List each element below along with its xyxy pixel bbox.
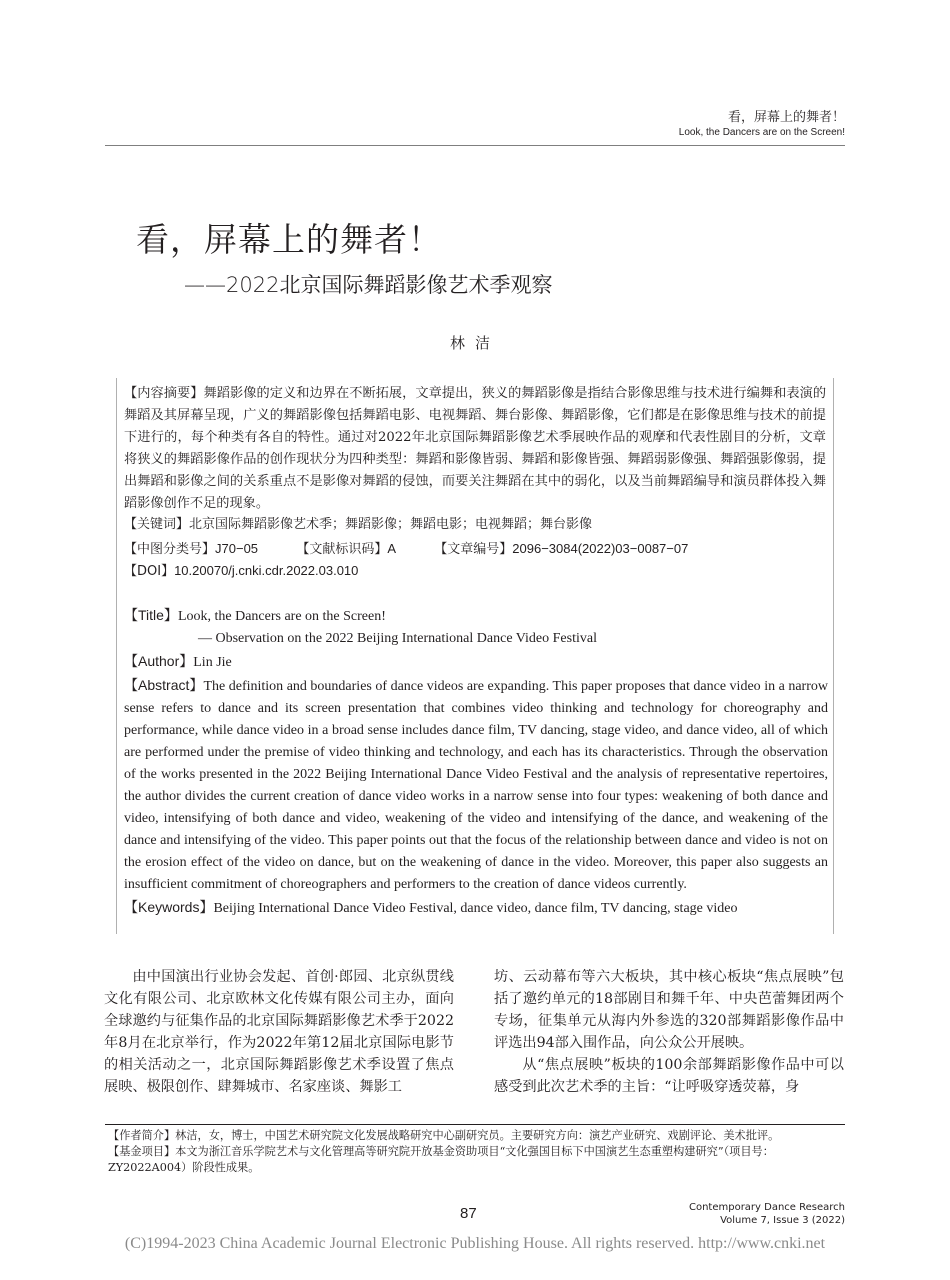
footnote-fund-label: 【基金项目】: [108, 1145, 176, 1158]
english-abstract-label: 【Abstract】: [124, 677, 204, 693]
footnote-author-label: 【作者简介】: [108, 1129, 176, 1142]
classification-line: [124, 539, 826, 560]
footnote-author: [108, 1128, 848, 1144]
journal-info: [689, 1201, 845, 1227]
journal-volume-issue: Volume 7, Issue 3 (2022): [720, 1215, 845, 1226]
clc-value: J70−05: [215, 541, 259, 556]
abstract-cn-text: 舞蹈影像的定义和边界在不断拓展，文章提出，狭义的舞蹈影像是指结合影像思维与技术进行编舞和表演的舞蹈及其屏幕呈现，广义的舞蹈影像包括舞蹈电影、电视舞蹈、舞台影像、舞蹈影像，它们都是在影像思维与技术的前提下进行的，每个种类有各自的特性。通过对2022年北京国际舞蹈影像艺术季展映作品的观摩和代表性剧目的分析，文章将狭义的舞蹈影像作品的创作现状分为四种类型：舞蹈和影像皆弱、舞蹈和影像皆强、舞蹈弱影像强、舞蹈强影像弱，提出舞蹈和影像之间的关系重点不是影像对舞蹈的侵蚀，而要关注舞蹈在其中的弱化，以及当前舞蹈编导和演员群体投入舞蹈影像创作不足的现象。: [124, 386, 827, 511]
article-number-value: 2096−3084(2022)03−0087−07: [512, 541, 689, 556]
article-subtitle: ——2022北京国际舞蹈影像艺术季观察: [184, 273, 553, 297]
doi-value[interactable]: 10.20070/j.cnki.cdr.2022.03.010: [174, 563, 359, 578]
keywords-cn-label: 【关键词】: [124, 517, 190, 532]
keywords-cn-text: 北京国际舞蹈影像艺术季；舞蹈影像；舞蹈电影；电视舞蹈；舞台影像: [189, 517, 593, 532]
english-title-line: [124, 604, 828, 628]
clc-label: 【中图分类号】: [124, 542, 216, 557]
copyright-watermark: (C)1994-2023 China Academic Journal Electronic Publishing House. All rights reserved. http://www.cnki.net: [124, 1235, 826, 1252]
english-title: Look, the Dancers are on the Screen!: [177, 609, 386, 624]
abstract-cn: [124, 383, 826, 515]
author-name: 林洁: [449, 334, 500, 352]
page-number: 87: [460, 1205, 477, 1222]
english-abstract-paragraph: [124, 674, 828, 896]
journal-name: Contemporary Dance Research: [688, 1202, 845, 1213]
english-keywords-label: 【Keywords】: [124, 899, 214, 915]
doi-line: [124, 561, 358, 582]
footnote-fund: [108, 1144, 848, 1176]
body-left-column: 由中国演出行业协会发起、首创·郎园、北京纵贯线文化有限公司、北京欧林文化传媒有限公司主办，面向全球邀约与征集作品的北京国际舞蹈影像艺术季于2022年8月在北京举行，作为2022年第12届北京国际电影节的相关活动之一，北京国际舞蹈影像艺术季设置了焦点展映、极限创作、肆舞城市、名家座谈、舞影工: [104, 969, 454, 1095]
english-author-label: 【Author】: [124, 653, 194, 669]
running-title-cn: 看，屏幕上的舞者！: [727, 110, 845, 125]
footnote-fund-text: 本文为浙江音乐学院艺术与文化管理高等研究院开放基金资助项目“文化强国目标下中国演艺生态重塑构建研究”（项目号：ZY2022A004）阶段性成果。: [108, 1145, 774, 1174]
english-keywords: Beijing International Dance Video Festival, dance video, dance film, TV dancing, stage video: [213, 901, 738, 916]
doi-label: 【DOI】: [124, 564, 175, 579]
doc-code-label: 【文献标识码】: [296, 542, 388, 557]
body-right-paragraph-1: 坊、云动幕布等六大板块，其中核心板块“焦点展映”包括了邀约单元的18部剧目和舞千年、中央芭蕾舞团两个专场，征集单元从海内外参选的320部舞蹈影像作品中评选出94部入围作品，向公众公开展映。: [494, 969, 844, 1051]
header-divider: [105, 145, 845, 146]
footnote-divider: [105, 1124, 845, 1125]
english-title-label: 【Title】: [124, 607, 178, 623]
article-title: 看，屏幕上的舞者！: [136, 220, 442, 259]
footnote-author-text: 林洁，女，博士，中国艺术研究院文化发展战略研究中心副研究员。主要研究方向：演艺产业研究、戏剧评论、美术批评。: [175, 1129, 780, 1142]
doc-code-value: A: [387, 541, 396, 556]
article-number-label: 【文章编号】: [434, 542, 513, 557]
running-title-en: Look, the Dancers are on the Screen!: [678, 127, 845, 138]
abstract-cn-label: 【内容摘要】: [124, 386, 204, 401]
footnotes: [108, 1128, 848, 1176]
keywords-cn: [124, 515, 592, 535]
body-right-paragraph-2: 从“焦点展映”板块的100余部舞蹈影像作品中可以感受到此次艺术季的主旨：“让呼吸穿透荧幕，身: [494, 1057, 844, 1095]
body-right-column: [494, 966, 844, 1098]
english-abstract: [124, 604, 828, 920]
english-author: Lin Jie: [193, 655, 232, 670]
english-author-line: [124, 650, 828, 674]
english-abstract-text: The definition and boundaries of dance videos are expanding. This paper proposes that dance video in a narrow sense refers to dance and its screen presentation that combines video thinking and technology for choreography and performance, while dance video in a broad sense includes dance film, TV dancing, stage video, and dance video, all of which are performed under the premise of video thinking and technology, and each has its characteristics. Through the observation of the works presented in the 2022 Beijing International Dance Video Festival and the analysis of representative repertoires, the author divides the current creation of dance video works in a narrow sense into four types: weakening of both dance and video, intensifying of both dance and video, weakening of the video and intensifying of the dance, and weakening of the dance and intensifying of the video. This paper points out that the focus of the relationship between dance and video is not on the erosion effect of the video on dance, but on the weakening of dance in the video. Moreover, this paper also suggests an insufficient commitment of choreographers and performers to the creation of dance videos currently.: [124, 679, 828, 892]
english-keywords-line: [124, 896, 828, 920]
english-subtitle: — Observation on the 2022 Beijing International Dance Video Festival: [198, 631, 597, 646]
